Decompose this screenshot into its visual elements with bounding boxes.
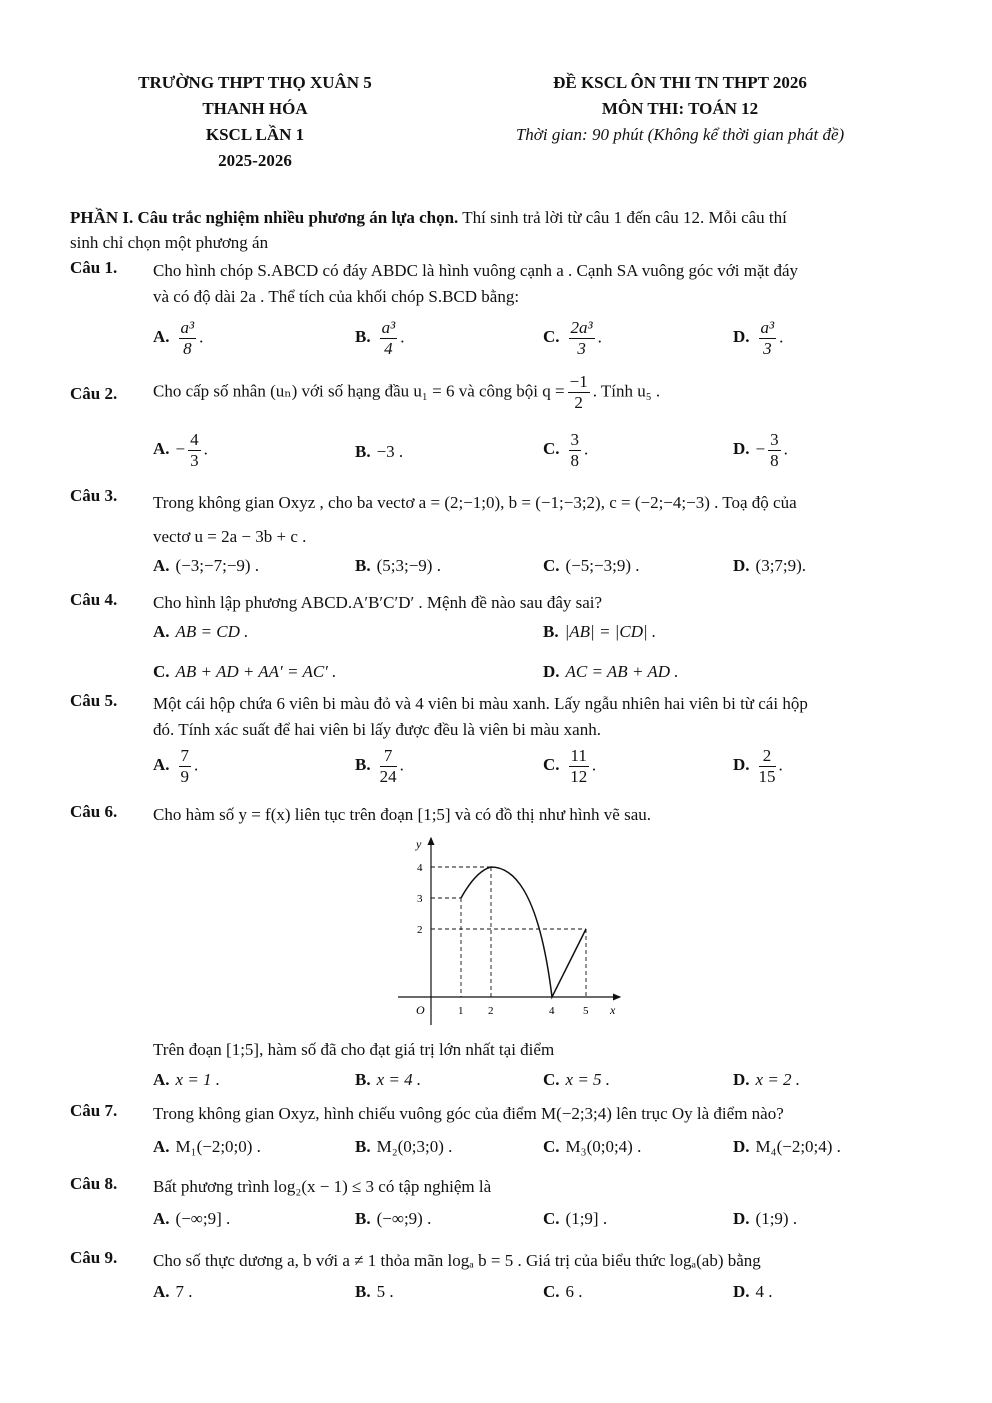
q1-option-d[interactable]: D. $\frac{\text{a³}}{3}$ .: [733, 318, 784, 358]
exam-title: ĐỀ KSCL ÔN THI TN THPT 2026: [553, 73, 807, 92]
q8-option-c[interactable]: [543, 1209, 607, 1229]
exam-time: Thời gian: 90 phút (Không kể thời gian phát đề): [515, 125, 845, 144]
q6-option-b[interactable]: [355, 1070, 421, 1090]
option-letter: D.: [733, 327, 750, 347]
q-denominator: 2: [574, 393, 583, 412]
option-letter: B.: [355, 327, 371, 347]
option-letter: A.: [153, 1209, 170, 1228]
option-text: M₁(−2;0;0) .: [175, 1137, 261, 1156]
q3-option-a[interactable]: [153, 556, 259, 576]
numerator: 3: [570, 430, 580, 449]
q2-option-d[interactable]: D. − $\frac{3}{8}$ .: [733, 430, 788, 470]
option-text: (−3;−7;−9) .: [175, 556, 260, 575]
denominator: 8: [770, 451, 779, 470]
option-letter: A.: [153, 556, 170, 575]
numerator: 2: [759, 746, 776, 767]
school-year: 2025-2026: [218, 151, 292, 170]
question-5-line-2: đó. Tính xác suất để hai viên bi lấy được đều là viên bi màu xanh.: [153, 720, 601, 739]
q2-option-b[interactable]: [355, 442, 403, 462]
y-tick-4: 4: [417, 862, 423, 874]
option-letter: A.: [153, 1137, 170, 1156]
q8-option-d[interactable]: [733, 1209, 797, 1229]
option-text: AB = CD .: [175, 622, 249, 641]
denominator: 3: [577, 339, 586, 358]
option-letter: B.: [355, 1137, 371, 1156]
option-text: (−5;−3;9) .: [565, 556, 640, 575]
denominator: 8: [570, 451, 580, 470]
denominator: 12: [570, 767, 588, 786]
q5-option-c[interactable]: C. $\frac{11}{12}$ .: [543, 746, 597, 786]
option-letter: C.: [543, 1137, 560, 1156]
question-6-line-2: Trên đoạn [1;5], hàm số đã cho đạt giá trị lớn nhất tại điểm: [153, 1040, 555, 1059]
sign: −: [755, 439, 766, 459]
part1-heading: [70, 205, 925, 255]
option-letter: B.: [355, 442, 371, 461]
q4-option-d[interactable]: [543, 662, 679, 682]
option-letter: B.: [355, 556, 371, 575]
option-letter: C.: [543, 755, 560, 775]
q5-option-d[interactable]: D. $\frac{2}{15}$ .: [733, 746, 783, 786]
denominator: 4: [384, 339, 393, 358]
question-2-label: Câu 2.: [70, 384, 118, 403]
guide-lines: [431, 867, 586, 997]
denominator: 3: [190, 451, 199, 470]
question-1-label: Câu 1.: [70, 258, 118, 277]
q7-option-b[interactable]: [355, 1137, 452, 1157]
question-3-text: [153, 486, 928, 554]
option-letter: C.: [543, 327, 560, 347]
x-tick-5: 5: [583, 1005, 589, 1017]
option-text: 6 .: [565, 1282, 583, 1301]
question-5-line-1: Một cái hộp chứa 6 viên bi màu đỏ và 4 viên bi màu xanh. Lấy ngẫu nhiên hai viên bi từ cái hộp: [153, 694, 808, 713]
q5-option-a[interactable]: A. $\frac{7}{9}$ .: [153, 746, 199, 786]
province: THANH HÓA: [202, 99, 308, 118]
question-3-label: Câu 3.: [70, 486, 118, 505]
numerator: 4: [190, 430, 199, 449]
y-tick-3: 3: [417, 893, 423, 905]
option-letter: A.: [153, 755, 170, 775]
option-text: M₃(0;0;4) .: [565, 1137, 642, 1156]
option-letter: C.: [543, 1070, 560, 1089]
option-text: 7 .: [175, 1282, 193, 1301]
option-text: AC = AB + AD .: [565, 662, 679, 681]
numerator: a³: [180, 318, 195, 337]
question-2-line-1: Cho cấp số nhân (uₙ) với số hạng đầu u₁ = 6 và công bội q =: [153, 381, 565, 401]
option-text: (1;9] .: [565, 1209, 608, 1228]
option-letter: B.: [355, 755, 371, 775]
exam-round: KSCL LẦN 1: [205, 125, 305, 144]
q6-option-a[interactable]: [153, 1070, 220, 1090]
q7-option-a[interactable]: [153, 1137, 261, 1157]
sign: −: [175, 439, 186, 459]
option-letter: B.: [543, 622, 559, 641]
option-letter: C.: [543, 1282, 560, 1301]
q9-option-c[interactable]: [543, 1282, 583, 1302]
option-text: AB + AD + AA′ = AC′ .: [175, 662, 337, 681]
numerator: 7: [380, 746, 397, 767]
q5-option-b[interactable]: B. $\frac{7}{24}$ .: [355, 746, 404, 786]
option-letter: C.: [543, 1209, 560, 1228]
numerator: 7: [180, 746, 190, 765]
option-letter: B.: [355, 1209, 371, 1228]
option-letter: A.: [153, 1282, 170, 1301]
denominator: 8: [183, 339, 192, 358]
option-letter: D.: [733, 1137, 750, 1156]
y-axis-label: y: [416, 837, 422, 851]
option-text: M₄(−2;0;4) .: [755, 1137, 841, 1156]
option-letter: B.: [355, 1282, 371, 1301]
question-9-label: Câu 9.: [70, 1248, 118, 1267]
option-text: x = 2 .: [755, 1070, 801, 1089]
option-letter: A.: [153, 439, 170, 459]
option-letter: A.: [153, 1070, 170, 1089]
school-name: TRƯỜNG THPT THỌ XUÂN 5: [138, 73, 372, 92]
option-letter: A.: [153, 327, 170, 347]
denominator: 15: [758, 767, 776, 786]
option-text: (1;9) .: [755, 1209, 798, 1228]
x-tick-4: 4: [549, 1005, 555, 1017]
question-5-label: Câu 5.: [70, 691, 118, 710]
question-1-line-2: và có độ dài 2a . Thể tích của khối chóp S.BCD bằng:: [153, 287, 520, 306]
q6-option-d[interactable]: [733, 1070, 800, 1090]
q4-option-b[interactable]: [543, 622, 656, 642]
option-text: M₂(0;3;0) .: [376, 1137, 453, 1156]
question-4-text: Cho hình lập phương ABCD.A′B′C′D′ . Mệnh đề nào sau đây sai?: [153, 593, 603, 612]
x-tick-1: 1: [458, 1005, 464, 1017]
question-2-tail: . Tính u₅ .: [592, 381, 661, 401]
numerator: a³: [381, 318, 396, 337]
function-graph: [388, 830, 628, 1030]
option-text: |AB| = |CD| .: [564, 622, 657, 641]
function-curve: [461, 867, 586, 997]
q3-option-c[interactable]: [543, 556, 639, 576]
question-4-label: Câu 4.: [70, 590, 118, 609]
denominator: 3: [763, 339, 772, 358]
option-letter: D.: [543, 662, 560, 681]
exam-info: [440, 70, 920, 148]
option-letter: D.: [733, 1070, 750, 1089]
part1-instruction-2: sinh chỉ chọn một phương án: [70, 233, 269, 252]
school-info: [70, 70, 440, 174]
option-letter: D.: [733, 1209, 750, 1228]
q-numerator: −1: [569, 372, 588, 391]
denominator: 24: [379, 767, 397, 786]
q9-option-d[interactable]: [733, 1282, 773, 1302]
question-6-text: Cho hàm số y = f(x) liên tục trên đoạn [1;5] và có đồ thị như hình vẽ sau.: [153, 805, 652, 824]
question-3-line-1: Trong không gian Oxyz , cho ba vectơ a = (2;−1;0), b = (−1;−3;2), c = (−2;−4;−3) . Toạ độ của: [153, 493, 797, 512]
option-text: 4 .: [755, 1282, 773, 1301]
x-axis-label: x: [610, 1003, 616, 1017]
option-letter: A.: [153, 622, 170, 641]
numerator: 2a³: [570, 318, 593, 337]
question-2-text: [153, 372, 928, 413]
numerator: a³: [760, 318, 775, 337]
q1-option-c[interactable]: C. $\frac{\text{2a³}}{3}$ .: [543, 318, 602, 358]
question-7-label: Câu 7.: [70, 1101, 118, 1120]
option-text: (−∞;9] .: [175, 1209, 231, 1228]
q3-option-d[interactable]: [733, 556, 806, 576]
option-text: 5 .: [376, 1282, 394, 1301]
option-text: x = 1 .: [175, 1070, 221, 1089]
question-8-text: Bất phương trình log₂(x − 1) ≤ 3 có tập nghiệm là: [153, 1177, 492, 1196]
part1-instruction: Thí sinh trả lời từ câu 1 đến câu 12. Mỗi câu thí: [462, 208, 787, 227]
q8-option-b[interactable]: [355, 1209, 431, 1229]
option-text: (5;3;−9) .: [376, 556, 441, 575]
y-tick-2: 2: [417, 924, 423, 936]
option-letter: C.: [153, 662, 170, 681]
q7-option-d[interactable]: [733, 1137, 841, 1157]
question-3-line-2: vectơ u = 2a − 3b + c .: [153, 527, 307, 546]
option-text: (3;7;9).: [755, 556, 807, 575]
part1-title: PHẦN I. Câu trắc nghiệm nhiều phương án lựa chọn.: [70, 208, 459, 227]
question-9-text: Cho số thực dương a, b với a ≠ 1 thỏa mãn logₐ b = 5 . Giá trị của biểu thức logₐ(ab) bằng: [153, 1251, 761, 1270]
q6-option-c[interactable]: [543, 1070, 610, 1090]
q2-option-c[interactable]: C. $\frac{3}{8}$ .: [543, 430, 589, 470]
option-text: x = 5 .: [565, 1070, 611, 1089]
question-5-text: [153, 691, 928, 743]
option-letter: D.: [733, 439, 750, 459]
denominator: 9: [180, 767, 190, 786]
q2-option-a[interactable]: A. − $\frac{4}{3}$ .: [153, 430, 208, 470]
origin-label: O: [416, 1003, 425, 1017]
q1-option-b[interactable]: B. $\frac{\text{a³}}{4}$ .: [355, 318, 405, 358]
question-8-label: Câu 8.: [70, 1174, 118, 1193]
q4-option-a[interactable]: [153, 622, 248, 642]
q7-option-c[interactable]: [543, 1137, 641, 1157]
numerator: 3: [770, 430, 779, 449]
q8-option-a[interactable]: [153, 1209, 230, 1229]
q9-option-a[interactable]: [153, 1282, 193, 1302]
option-text: −3 .: [376, 442, 404, 461]
option-letter: C.: [543, 439, 560, 459]
question-1-line-1: Cho hình chóp S.ABCD có đáy ABDC là hình vuông cạnh a . Cạnh SA vuông góc với mặt đáy: [153, 261, 799, 280]
q1-option-a[interactable]: A. $\frac{\text{a³}}{8}$ .: [153, 318, 204, 358]
x-tick-2: 2: [488, 1005, 494, 1017]
numerator: 11: [570, 746, 587, 765]
option-text: (−∞;9) .: [376, 1209, 432, 1228]
q9-option-b[interactable]: [355, 1282, 394, 1302]
option-text: x = 4 .: [376, 1070, 422, 1089]
option-letter: D.: [733, 1282, 750, 1301]
option-letter: D.: [733, 556, 750, 575]
question-6-label: Câu 6.: [70, 802, 118, 821]
exam-subject: MÔN THI: TOÁN 12: [601, 99, 759, 118]
option-letter: C.: [543, 556, 560, 575]
q3-option-b[interactable]: [355, 556, 441, 576]
question-1-text: [153, 258, 928, 310]
q4-option-c[interactable]: [153, 662, 336, 682]
option-letter: B.: [355, 1070, 371, 1089]
option-letter: D.: [733, 755, 750, 775]
question-7-text: Trong không gian Oxyz, hình chiếu vuông góc của điểm M(−2;3;4) lên trục Oy là điểm nào?: [153, 1104, 784, 1123]
